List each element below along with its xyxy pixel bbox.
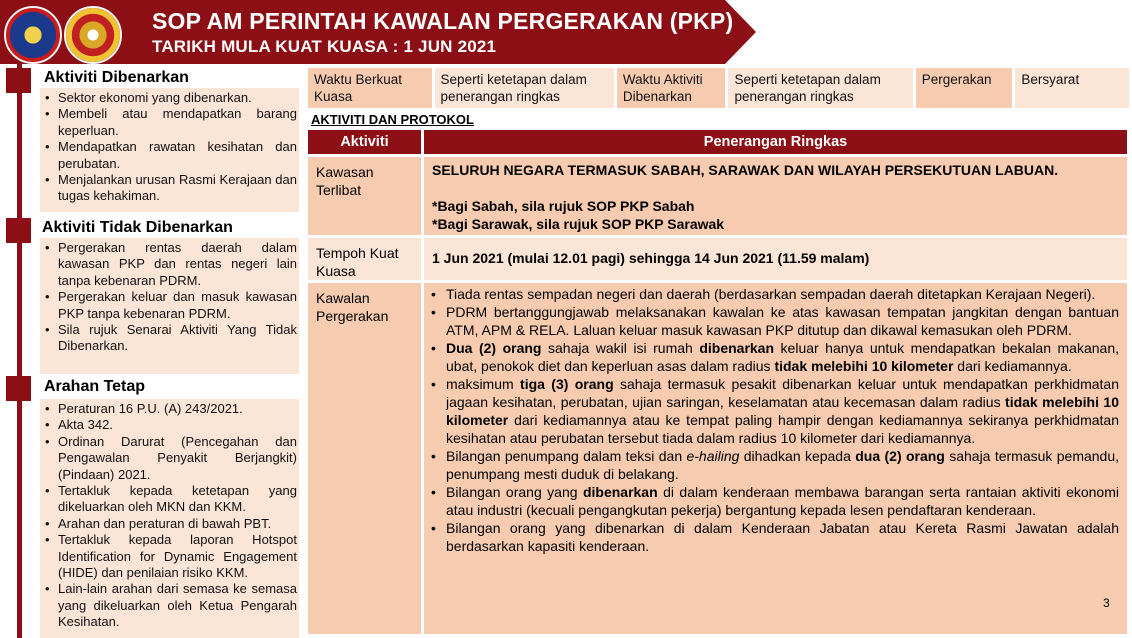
- protocol-title: AKTIVITI DAN PROTOKOL: [311, 112, 474, 127]
- not-allowed-item: • Sila rujuk Senarai Aktiviti Yang Tidak Dibenarkan.: [58, 322, 297, 355]
- row-label-movement: Kawalan Pergerakan: [308, 283, 421, 634]
- info-activity-time-label: Waktu Aktiviti Dibenarkan: [617, 68, 726, 108]
- area-note-sabah: *Bagi Sabah, sila rujuk SOP PKP Sabah: [432, 198, 695, 214]
- row-label-area: Kawasan Terlibat: [308, 157, 421, 235]
- info-bar: [308, 68, 1129, 108]
- info-effective-time-label: Waktu Berkuat Kuasa: [308, 68, 432, 108]
- movement-rule: • maksimum tiga (3) orang sahaja termasuk pesakit dibenarkan keluar untuk mendapatkan perkhidmatan jagaan kesihatan, perubatan, ujian saringan, keselamatan atau kecemasan dalam radius tidak melebihi 10 kilometer dari kediamannya atau ke tempat paling hampir dengan kediamannya sekiranya perkhidmatan kesihatan atau perubatan tersebut tiada dalam radius 10 kilometer dari kediamannya.: [446, 375, 1119, 447]
- movement-rule: • Tiada rentas sempadan negeri dan daerah (berdasarkan sempadan daerah ditetapkan Kerajaan Negeri).: [446, 285, 1119, 303]
- not-allowed-title: Aktiviti Tidak Dibenarkan: [42, 219, 233, 236]
- not-allowed-box: [40, 238, 299, 374]
- page-number: 3: [1103, 596, 1110, 610]
- movement-rule: • Dua (2) orang sahaja wakil isi rumah dibenarkan keluar hanya untuk mendapatkan bekalan makanan, ubat, penokok diet dan keperluan asas dalam radius tidak melebihi 10 kilometer dari kediamannya.: [446, 339, 1119, 375]
- directive-item: • Ordinan Darurat (Pencegahan dan Pengawalan Penyakit Berjangkit) (Pindaan) 2021.: [58, 434, 297, 483]
- info-effective-time-value: Seperti ketetapan dalam penerangan ringkas: [435, 68, 614, 108]
- directive-item: • Peraturan 16 P.U. (A) 243/2021.: [58, 401, 297, 417]
- page-subtitle: TARIKH MULA KUAT KUASA : 1 JUN 2021: [152, 37, 497, 56]
- movement-rule: • Bilangan orang yang dibenarkan di dalam kenderaan membawa barangan serta rantaian aktiviti ekonomi atau industri (kecuali pengangkutan pekerja) bergantung kepada lesen pendaftaran kenderaan.: [446, 483, 1119, 519]
- directives-title: Arahan Tetap: [44, 378, 146, 395]
- not-allowed-item: • Pergerakan keluar dan masuk kawasan PKP tanpa kebenaran PDRM.: [58, 289, 297, 322]
- directive-item: • Tertakluk kepada laporan Hotspot Identification for Dynamic Engagement (HIDE) dan penilaian risiko KKM.: [58, 532, 297, 581]
- allowed-item: • Membeli atau mendapatkan barang keperluan.: [58, 106, 297, 139]
- page-title: SOP AM PERINTAH KAWALAN PERGERAKAN (PKP): [152, 8, 734, 34]
- directives-box: [40, 399, 299, 638]
- header-banner: [0, 0, 760, 64]
- allowed-item: • Mendapatkan rawatan kesihatan dan perubatan.: [58, 139, 297, 172]
- left-timeline-line: [17, 64, 22, 638]
- row-value-period: 1 Jun 2021 (mulai 12.01 pagi) sehingga 14 Jun 2021 (11.59 malam): [424, 238, 1127, 280]
- info-movement-value: Bersyarat: [1015, 68, 1129, 108]
- allowed-box: [40, 88, 299, 212]
- allowed-item: • Sektor ekonomi yang dibenarkan.: [58, 90, 297, 106]
- table-header-description: Penerangan Ringkas: [424, 130, 1127, 154]
- directive-item: • Tertakluk kepada ketetapan yang dikeluarkan oleh MKN dan KKM.: [58, 483, 297, 516]
- coat-of-arms-logo: [64, 6, 122, 64]
- section-marker: [6, 218, 31, 243]
- row-value-movement: [424, 283, 1127, 634]
- sitmk-logo: [4, 6, 62, 64]
- directive-item: • Lain-lain arahan dari semasa ke semasa yang dikeluarkan oleh Ketua Pengarah Kesihatan.: [58, 581, 297, 630]
- movement-rule: • Bilangan penumpang dalam teksi dan e-hailing dihadkan kepada dua (2) orang sahaja termasuk pemandu, penumpang mesti duduk di belakang.: [446, 447, 1119, 483]
- table-header-activity: Aktiviti: [308, 130, 421, 154]
- allowed-title: Aktiviti Dibenarkan: [44, 69, 189, 86]
- movement-rule: • PDRM bertanggungjawab melaksanakan kawalan ke atas kawasan tempatan jangkitan dengan bantuan ATM, APM & RELA. Laluan keluar masuk kawasan PKP ditutup dan dikawal kemasukan oleh PDRM.: [446, 303, 1119, 339]
- not-allowed-item: • Pergerakan rentas daerah dalam kawasan PKP dan rentas negeri lain tanpa kebenaran PDRM.: [58, 240, 297, 289]
- row-label-period: Tempoh Kuat Kuasa: [308, 238, 421, 280]
- row-value-area: [424, 157, 1127, 235]
- allowed-item: • Menjalankan urusan Rasmi Kerajaan dan tugas kehakiman.: [58, 172, 297, 205]
- info-movement-label: Pergerakan: [916, 68, 1013, 108]
- movement-rule: • Bilangan orang yang dibenarkan di dalam Kenderaan Jabatan atau Kereta Rasmi Jawatan adalah berdasarkan kapasiti kenderaan.: [446, 519, 1119, 555]
- info-activity-time-value: Seperti ketetapan dalam penerangan ringkas: [728, 68, 912, 108]
- directive-item: • Arahan dan peraturan di bawah PBT.: [58, 516, 297, 532]
- area-note-sarawak: *Bagi Sarawak, sila rujuk SOP PKP Sarawak: [432, 216, 725, 232]
- directive-item: • Akta 342.: [58, 417, 297, 433]
- section-marker: [6, 376, 31, 401]
- area-statement: SELURUH NEGARA TERMASUK SABAH, SARAWAK DAN WILAYAH PERSEKUTUAN LABUAN.: [432, 162, 1059, 178]
- section-marker: [6, 68, 31, 93]
